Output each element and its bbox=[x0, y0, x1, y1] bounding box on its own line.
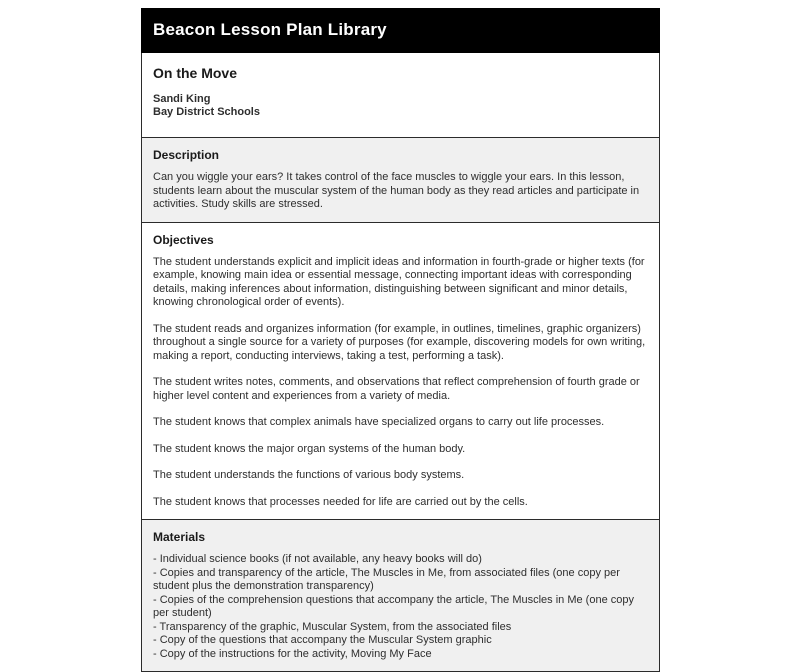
materials-item: - Copies and transparency of the article, The Muscles in Me, from associated files (one copy per student plus the demonstration transparency) bbox=[153, 566, 620, 592]
objective-paragraph: The student knows that complex animals have specialized organs to carry out life processes. bbox=[153, 416, 605, 428]
materials-item: - Copy of the questions that accompany the Muscular System graphic bbox=[153, 634, 492, 646]
objectives-section bbox=[141, 223, 660, 521]
materials-item: - Copy of the instructions for the activity, Moving My Face bbox=[153, 647, 432, 660]
materials-section bbox=[141, 519, 660, 672]
title-section bbox=[141, 53, 660, 138]
description-text: Can you wiggle your ears? It takes control of the face muscles to wiggle your ears. In this lesson, students learn about the muscular system of the human body as they read articles and participate in activities. Study skills are stressed. bbox=[153, 171, 640, 210]
lesson-organization: Bay District Schools bbox=[153, 106, 260, 118]
objective-paragraph: The student knows that processes needed for life are carried out by the cells. bbox=[153, 495, 528, 508]
lesson-plan-document bbox=[141, 8, 660, 672]
lesson-author: Sandi King bbox=[153, 93, 211, 105]
objective-paragraph: The student reads and organizes information (for example, in outlines, timelines, graphic organizers) throughout a single source for a variety of purposes (for example, discovering models for own writing, making a report, conducting interviews, taking a test, performing a task). bbox=[153, 322, 646, 362]
header-bar bbox=[141, 8, 660, 53]
materials-item: - Copies of the comprehension questions that accompany the article, The Muscles in Me (one copy per student) bbox=[153, 593, 634, 619]
materials-item: - Individual science books (if not available, any heavy books will do) bbox=[153, 553, 482, 565]
lesson-title: On the Move bbox=[153, 65, 238, 81]
objective-paragraph: The student writes notes, comments, and observations that reflect comprehension of fourth grade or higher level content and experiences from a variety of media. bbox=[153, 376, 640, 402]
objective-paragraph: The student understands explicit and implicit ideas and information in fourth-grade or higher texts (for example, knowing main idea or essential message, connecting important ideas with corresponding details, making inferences about information, distinguishing between significant and minor details, knowing chronological order of events). bbox=[153, 255, 645, 308]
byline bbox=[153, 93, 648, 119]
objective-paragraph: The student knows the major organ systems of the human body. bbox=[153, 442, 466, 455]
description-section bbox=[141, 137, 660, 223]
description-heading: Description bbox=[153, 148, 220, 162]
objectives-heading: Objectives bbox=[153, 232, 214, 247]
materials-list bbox=[153, 553, 648, 661]
objective-paragraph: The student understands the functions of various body systems. bbox=[153, 469, 465, 481]
materials-item: - Transparency of the graphic, Muscular System, from the associated files bbox=[153, 620, 512, 633]
site-title: Beacon Lesson Plan Library bbox=[153, 20, 387, 39]
materials-heading: Materials bbox=[153, 530, 206, 544]
